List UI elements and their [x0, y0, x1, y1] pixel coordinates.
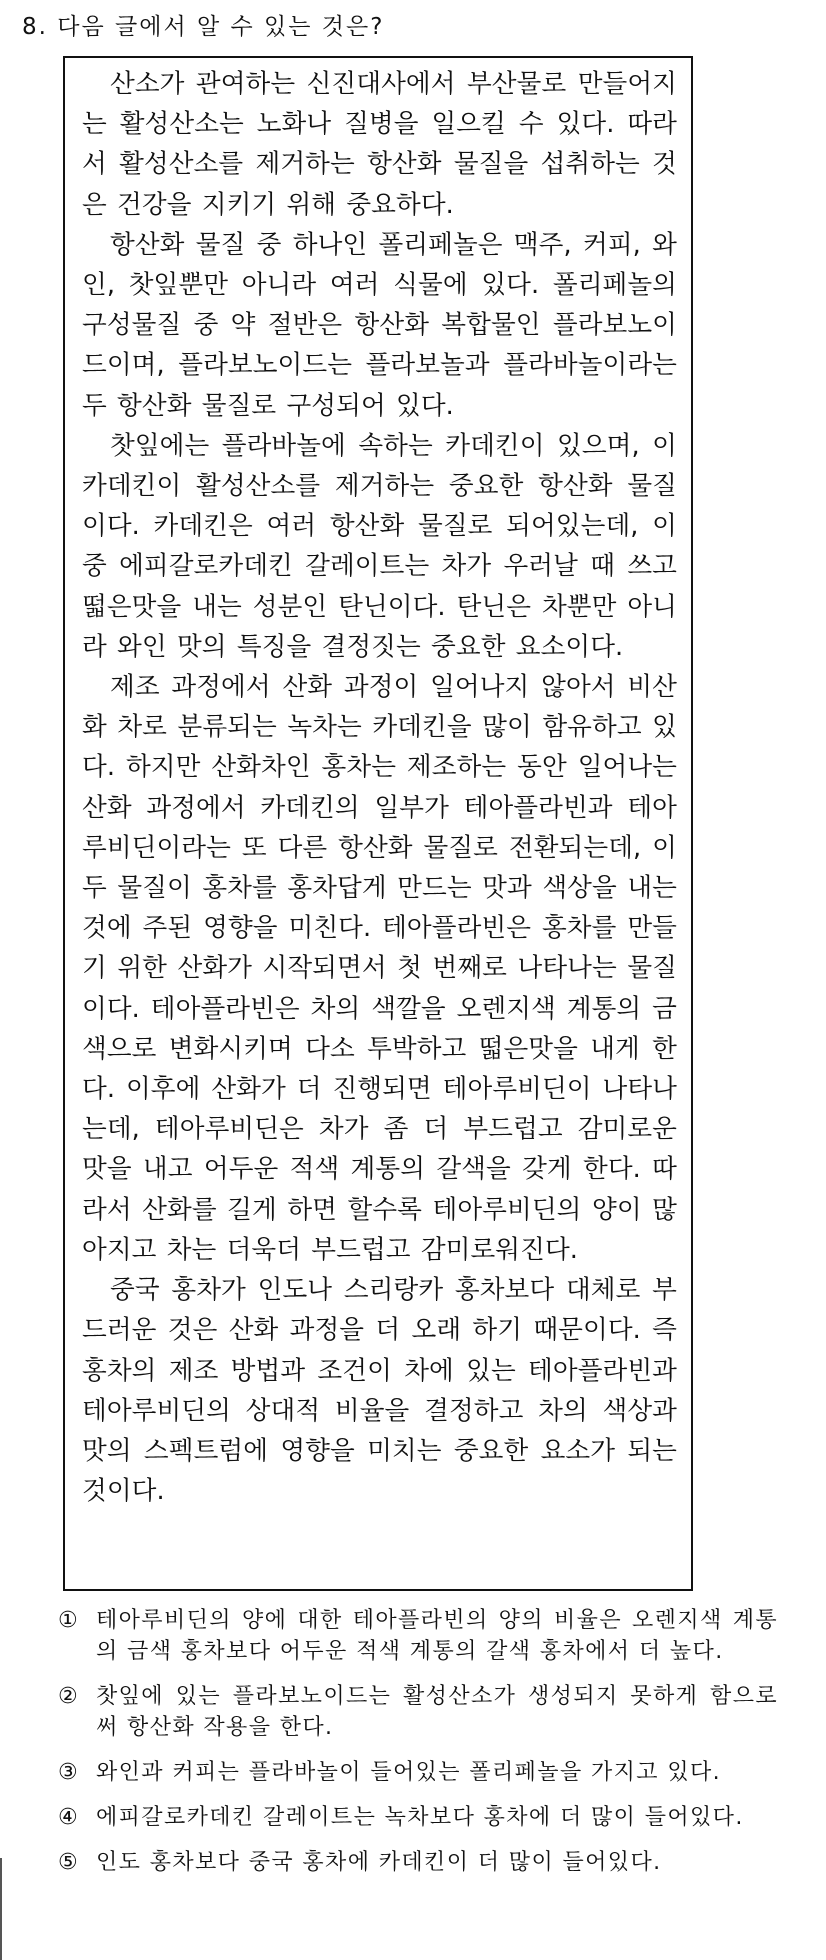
- choice-number: ①: [58, 1608, 80, 1633]
- left-margin-line: [0, 1858, 2, 1960]
- choice-text: 인도 홍차보다 중국 홍차에 카데킨이 더 많이 들어있다.: [96, 1850, 662, 1875]
- answer-choices: [58, 1605, 778, 1892]
- choice-text: 테아루비딘의 양에 대한 테아플라빈의 양의 비율은 오렌지색 계통의 금색 홍차보다 어두운 적색 계통의 갈색 홍차에서 더 높다.: [96, 1608, 778, 1664]
- choice-text: 찻잎에 있는 플라보노이드는 활성산소가 생성되지 못하게 함으로써 항산화 작용을 한다.: [96, 1684, 778, 1740]
- choice-4[interactable]: [58, 1802, 778, 1833]
- question-title: 8. 다음 글에서 알 수 있는 것은?: [22, 14, 385, 40]
- passage-paragraph-5: 중국 홍차가 인도나 스리랑카 홍차보다 대체로 부드러운 것은 산화 과정을 더 오래 하기 때문이다. 즉 홍차의 제조 방법과 조건이 차에 있는 테아플라빈과 테아루비딘의 상대적 비율을 결정하고 차의 색상과 맛의 스펙트럼에 영향을 미치는 중요한 요소가 되는 것이다.: [82, 1275, 677, 1507]
- passage-paragraph-3: 찻잎에는 플라바놀에 속하는 카데킨이 있으며, 이 카데킨이 활성산소를 제거하는 중요한 항산화 물질이다. 카데킨은 여러 항산화 물질로 되어있는데, 이중 에피갈로카데킨 갈레이트는 차가 우러날 때 쓰고 떫은맛을 내는 성분인 탄닌이다. 탄닌은 차뿐만 아니라 와인 맛의 특징을 결정짓는 중요한 요소이다.: [82, 430, 677, 662]
- choice-2[interactable]: [58, 1681, 778, 1743]
- choice-1[interactable]: [58, 1605, 778, 1667]
- passage-box: [63, 56, 693, 1591]
- passage-paragraph-4: 제조 과정에서 산화 과정이 일어나지 않아서 비산화 차로 분류되는 녹차는 카데킨을 많이 함유하고 있다. 하지만 산화차인 홍차는 제조하는 동안 일어나는 산화 과정에서 카데킨의 일부가 테아플라빈과 테아루비딘이라는 또 다른 항산화 물질로 전환되는데, 이 두 물질이 홍차를 홍차답게 만드는 맛과 색상을 내는 것에 주된 영향을 미친다. 테아플라빈은 홍차를 만들기 위한 산화가 시작되면서 첫 번째로 나타나는 물질이다. 테아플라빈은 차의 색깔을 오렌지색 계통의 금색으로 변화시키며 다소 투박하고 떫은맛을 내게 한다. 이후에 산화가 더 진행되면 테아루비딘이 나타나는데, 테아루비딘은 차가 좀 더 부드럽고 감미로운 맛을 내고 어두운 적색 계통의 갈색을 갖게 한다. 따라서 산화를 길게 하면 할수록 테아루비딘의 양이 많아지고 차는 더욱더 부드럽고 감미로워진다.: [82, 672, 677, 1265]
- passage-paragraph-2: 항산화 물질 중 하나인 폴리페놀은 맥주, 커피, 와인, 찻잎뿐만 아니라 여러 식물에 있다. 폴리페놀의 구성물질 중 약 절반은 항산화 복합물인 플라보노이드이며, 플라보노이드는 플라보놀과 플라바놀이라는 두 항산화 물질로 구성되어 있다.: [82, 229, 677, 421]
- choice-number: ⑤: [58, 1850, 80, 1875]
- choice-5[interactable]: [58, 1847, 778, 1878]
- choice-number: ④: [58, 1805, 80, 1830]
- choice-3[interactable]: [58, 1757, 778, 1788]
- choice-text: 에피갈로카데킨 갈레이트는 녹차보다 홍차에 더 많이 들어있다.: [96, 1805, 744, 1830]
- choice-number: ③: [58, 1760, 80, 1785]
- passage-paragraph-1: 산소가 관여하는 신진대사에서 부산물로 만들어지는 활성산소는 노화나 질병을 일으킬 수 있다. 따라서 활성산소를 제거하는 항산화 물질을 섭취하는 것은 건강을 지키기 위해 중요하다.: [82, 69, 677, 220]
- choice-text: 와인과 커피는 플라바놀이 들어있는 폴리페놀을 가지고 있다.: [96, 1760, 722, 1785]
- choice-number: ②: [58, 1684, 80, 1709]
